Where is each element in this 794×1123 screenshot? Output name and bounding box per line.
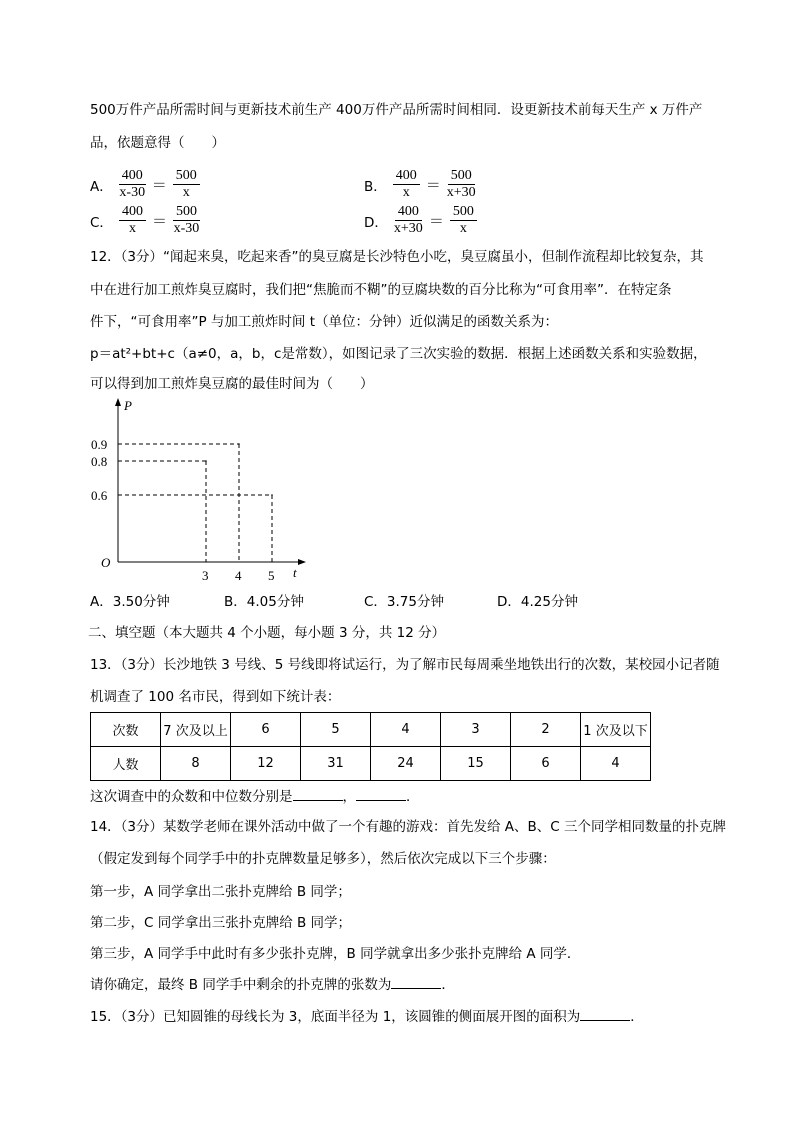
equals-sign: ＝	[151, 212, 167, 230]
denominator: x	[128, 221, 136, 236]
q13-line1: 13．（3分）长沙地铁 3 号线、5 号线即将试运行，为了解市民每周乘坐地铁出行的次数，某校园小记者随	[90, 657, 720, 673]
denominator: x	[459, 221, 467, 236]
table-cell: 8	[161, 747, 231, 781]
numerator: 500	[173, 168, 200, 185]
numerator: 500	[173, 204, 200, 221]
q12-option-b: B．4.05分钟	[224, 594, 304, 610]
y-tick-label: 0.6	[91, 488, 108, 503]
denominator: x-30	[119, 185, 146, 200]
table-header-cell: 4	[371, 713, 441, 747]
period: ．	[441, 977, 455, 993]
period: ．	[406, 789, 420, 805]
data-point	[205, 460, 207, 462]
q12-line4: p＝at²+bt+c（a≠0，a，b，c是常数），如图记录了三次实验的数据．根据上述函数关系和实验数据，	[90, 346, 707, 362]
answer-blank[interactable]	[580, 1008, 630, 1021]
q13-question-text: 这次调查中的众数和中位数分别是	[90, 789, 293, 805]
table-row	[91, 747, 651, 781]
q12-line1: 12．（3分）“闻起来臭，吃起来香”的臭豆腐是长沙特色小吃，臭豆腐虽小，但制作流程却比较复杂，其	[90, 249, 704, 265]
q14-line1: 14．（3分）某数学老师在课外活动中做了一个有趣的游戏：首先发给 A、B、C 三个同学相同数量的扑克牌	[90, 819, 727, 835]
table-cell: 12	[231, 747, 301, 781]
option-label: C．	[90, 214, 113, 231]
y-axis-arrow	[115, 398, 121, 406]
equals-sign: ＝	[425, 176, 441, 194]
numerator: 500	[448, 168, 475, 185]
q12-option-a: A．3.50分钟	[90, 594, 170, 610]
x-tick-label: 5	[268, 568, 275, 583]
answer-blank-1[interactable]	[293, 788, 343, 801]
table-header-cell: 3	[441, 713, 511, 747]
option-label: B．	[364, 178, 387, 195]
y-tick-label: 0.9	[91, 437, 108, 452]
q12-line3: 件下，“可食用率”P 与加工煎炸时间 t（单位：分钟）近似满足的函数关系为：	[90, 314, 559, 330]
table-cell: 人数	[91, 747, 161, 781]
q15-text: 15．（3分）已知圆锥的母线长为 3，底面半径为 1，该圆锥的侧面展开图的面积为	[90, 1009, 581, 1025]
table-cell: 15	[441, 747, 511, 781]
denominator: x	[402, 185, 410, 200]
option-label: D．	[364, 214, 388, 231]
q13-line2: 机调查了 100 名市民，得到如下统计表：	[90, 689, 341, 705]
numerator: 400	[393, 168, 420, 185]
equals-sign: ＝	[151, 176, 167, 194]
x-tick-label: 4	[235, 568, 242, 583]
q12-line2: 中在进行加工煎炸臭豆腐时，我们把“焦脆而不糊”的豆腐块数的百分比称为“可食用率”．在特定条	[90, 282, 672, 298]
numerator: 400	[119, 204, 146, 221]
answer-blank[interactable]	[391, 976, 441, 989]
y-tick-label: 0.8	[91, 454, 108, 469]
data-point	[238, 443, 240, 445]
table-cell: 24	[371, 747, 441, 781]
table-header-cell: 次数	[91, 713, 161, 747]
denominator: x+30	[446, 185, 476, 200]
stats-table	[90, 712, 651, 781]
q14-step3: 第三步，A 同学手中此时有多少张扑克牌，B 同学就拿出多少张扑克牌给 A 同学．	[90, 946, 581, 962]
denominator: x-30	[173, 221, 200, 236]
period: ．	[630, 1009, 644, 1025]
numerator: 400	[119, 168, 146, 185]
x-axis-arrow	[298, 559, 306, 565]
denominator: x+30	[393, 221, 423, 236]
q12-option-c: C．3.75分钟	[364, 594, 444, 610]
table-cell: 6	[511, 747, 581, 781]
separator: ，	[342, 789, 356, 805]
origin-label: O	[101, 555, 111, 570]
table-cell: 31	[301, 747, 371, 781]
q12-option-d: D．4.25分钟	[497, 594, 578, 610]
section-heading: 二、填空题（本大题共 4 个小题，每小题 3 分，共 12 分）	[88, 625, 446, 641]
data-point	[271, 494, 273, 496]
q13-question	[90, 788, 420, 806]
answer-blank-2[interactable]	[356, 788, 406, 801]
equals-sign: ＝	[428, 212, 444, 230]
q14-step1: 第一步，A 同学拿出二张扑克牌给 B 同学；	[90, 884, 351, 900]
q11-text-line1: 500万件产品所需时间与更新技术前生产 400万件产品所需时间相同．设更新技术前每天生产 x 万件产	[90, 102, 703, 118]
q15	[90, 1008, 644, 1026]
table-row	[91, 713, 651, 747]
q11-text-line2: 品，依题意得（ ）	[90, 135, 225, 151]
q14-question-text: 请你确定，最终 B 同学手中剩余的扑克牌的张数为	[90, 977, 392, 993]
x-axis-label: t	[293, 565, 297, 580]
numerator: 400	[395, 204, 422, 221]
q12-line5: 可以得到加工煎炸臭豆腐的最佳时间为（ ）	[90, 376, 374, 392]
x-tick-label: 3	[202, 568, 209, 583]
table-header-cell: 6	[231, 713, 301, 747]
q14-question	[90, 976, 455, 994]
table-header-cell: 5	[301, 713, 371, 747]
y-axis-label: P	[124, 398, 132, 413]
table-cell: 4	[581, 747, 651, 781]
table-header-cell: 2	[511, 713, 581, 747]
table-header-cell: 1 次及以下	[581, 713, 651, 747]
q14-step2: 第二步，C 同学拿出三张扑克牌给 B 同学；	[90, 915, 352, 931]
q14-line2: （假定发到每个同学手中的扑克牌数量足够多），然后依次完成以下三个步骤：	[90, 851, 556, 867]
numerator: 500	[450, 204, 477, 221]
denominator: x	[182, 185, 190, 200]
option-label: A．	[90, 178, 113, 195]
table-header-cell: 7 次及以上	[161, 713, 231, 747]
